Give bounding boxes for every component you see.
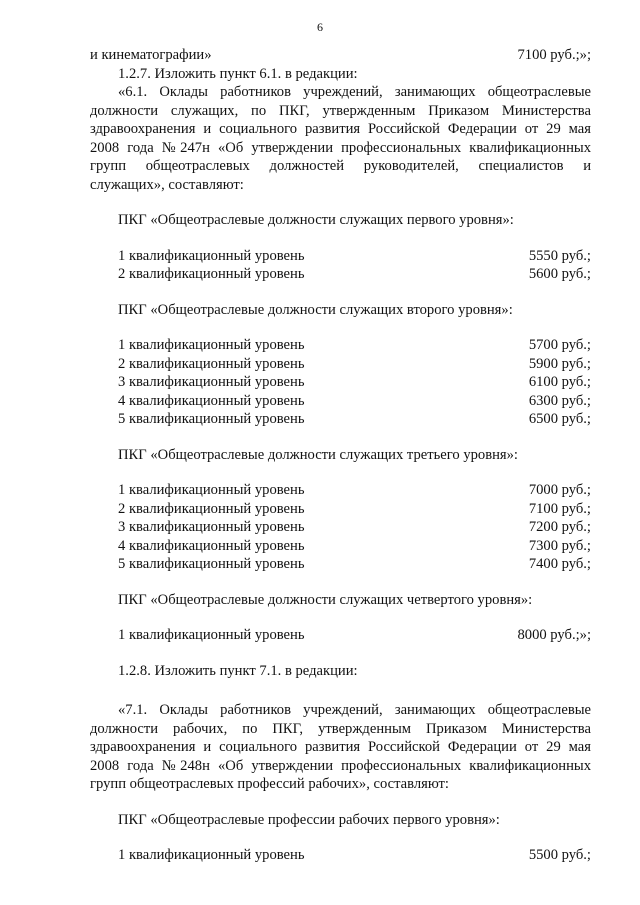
group-title: ПКГ «Общеотраслевые должности служащих первого уровня»: [118,212,514,228]
group-title: ПКГ «Общеотраслевые должности служащих второго уровня»: [118,301,513,318]
level-row [90,481,591,500]
intro-line [90,46,591,65]
paragraph-line: групп общеотраслевых профессий рабочих», составляют: [90,776,449,792]
level-row [90,265,591,284]
level-row [90,410,591,429]
group-title: ПКГ «Общеотраслевые должности служащих третьего уровня»: [118,446,518,463]
paragraph-7-1 [90,701,591,794]
level-label: 1 квалификационный уровень [118,247,305,264]
level-label: 2 квалификационный уровень [118,266,305,282]
intro-line-text: и кинематографии» [90,47,212,63]
paragraph-line: «6.1. Оклады работников учреждений, занимающих общеотраслевые [118,84,591,100]
group-title: ПКГ «Общеотраслевые профессии рабочих первого уровня»: [118,811,500,828]
paragraph-line: должности рабочих, по ПКГ, утвержденным Приказом Министерства [90,720,591,737]
salary-value: 8000 руб.;»; [517,627,591,643]
level-label: 1 квалификационный уровень [118,482,305,498]
level-label: 1 квалификационный уровень [118,337,305,353]
salary-value: 5550 руб.; [528,247,591,264]
salary-value: 5700 руб.; [528,337,591,353]
salary-value: 7300 руб.; [528,537,591,554]
salary-value: 6500 руб.; [528,411,591,427]
page-number: 6 [317,20,323,34]
level-label: 5 квалификационный уровень [118,556,305,572]
salary-value: 7400 руб.; [528,556,591,572]
salary-value: 7100 руб.; [528,500,591,517]
item-1-2-8: 1.2.8. Изложить пункт 7.1. в редакции: [118,662,358,679]
salary-value: 7000 руб.; [528,482,591,498]
salary-value: 5600 руб.; [528,266,591,282]
paragraph-line: 2008 года №248н «Об утверждении профессиональных квалификационных [90,757,591,774]
level-row [90,373,591,392]
group-title: ПКГ «Общеотраслевые должности служащих четвертого уровня»: [118,591,533,608]
item-1-2-7: 1.2.7. Изложить пункт 6.1. в редакции: [118,65,358,82]
level-label: 3 квалификационный уровень [118,374,305,390]
document-body [90,46,591,865]
level-label: 4 квалификационный уровень [118,392,305,409]
level-row [90,518,591,537]
salary-value: 5900 руб.; [528,355,591,372]
paragraph-line: групп общеотраслевых должностей руководителей, специалистов и [90,158,591,174]
salary-value: 6300 руб.; [528,392,591,409]
salary-value: 5500 руб.; [528,847,591,863]
paragraph-line: служащих», составляют: [90,176,244,193]
paragraph-line: должности служащих, по ПКГ, утвержденным Приказом Министерства [90,102,591,119]
paragraph-6-1 [90,83,591,194]
intro-line-value: 7100 руб.;»; [517,47,591,63]
level-row [90,247,591,266]
level-row [90,537,591,556]
level-label: 4 квалификационный уровень [118,537,305,554]
paragraph-line: здравоохранения и социального развития Российской Федерации от 29 мая [90,739,591,755]
salary-value: 7200 руб.; [528,519,591,535]
level-row [90,392,591,411]
level-row [90,336,591,355]
level-label: 5 квалификационный уровень [118,411,305,427]
level-row [90,500,591,519]
level-label: 2 квалификационный уровень [118,500,305,517]
level-row [90,626,591,645]
level-label: 1 квалификационный уровень [118,847,305,863]
level-label: 3 квалификационный уровень [118,519,305,535]
paragraph-line: здравоохранения и социального развития Российской Федерации от 29 мая [90,121,591,137]
level-row [90,355,591,374]
paragraph-line: 2008 года №247н «Об утверждении профессиональных квалификационных [90,139,591,156]
level-label: 1 квалификационный уровень [118,627,305,643]
level-row [90,555,591,574]
paragraph-line: «7.1. Оклады работников учреждений, занимающих общеотраслевые [118,702,591,718]
salary-value: 6100 руб.; [528,374,591,390]
level-row [90,846,591,865]
level-label: 2 квалификационный уровень [118,355,305,372]
